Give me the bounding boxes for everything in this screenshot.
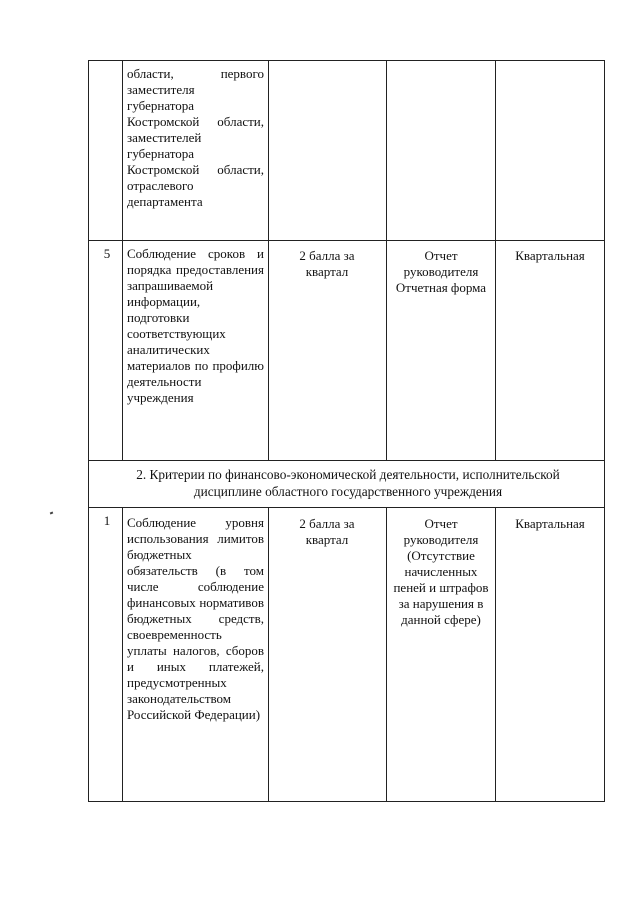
table-rule <box>88 240 605 241</box>
row-number: 1 <box>103 513 111 528</box>
table-rule <box>88 801 605 802</box>
source-cell: Отчет руководителя (Отсутствие начисленных пеней и штрафов за нарушения в данной сфере) <box>393 516 489 627</box>
table-rule <box>88 507 89 801</box>
row-number: 5 <box>103 246 111 261</box>
period-cell: Квартальная <box>515 248 585 263</box>
table-rule <box>88 460 605 461</box>
table-rule <box>88 460 89 507</box>
scan-speck <box>50 512 54 515</box>
table-rule <box>268 60 269 460</box>
period-cell: Квартальная <box>515 516 585 531</box>
table-rule <box>604 507 605 801</box>
score-cell: 2 балла за квартал <box>299 516 355 547</box>
table-rule <box>604 60 605 460</box>
criterion-cell: Соблюдение сроков и порядка предоставления запрашиваемой информации, подготовки соответствующих аналитических материалов по профилю деятельности учреждения <box>127 246 264 405</box>
criterion-cell: Соблюдение уровня использования лимитов бюджетных обязательств (в том числе соблюдение финансовых нормативов бюджетных средств, своевременность уплаты налогов, сборов и иных платежей, предусмотренных законодательством Российской Федерации) <box>127 515 264 722</box>
criterion-cell-continued: области, первого заместителя губернатора Костромской области, заместителей губернатора Костромской области, отраслевого департамента <box>127 66 264 209</box>
table-rule <box>88 60 605 61</box>
source-cell: Отчет руководителя Отчетная форма <box>395 248 487 295</box>
table-rule <box>268 507 269 801</box>
table-rule <box>604 460 605 507</box>
table-rule <box>495 60 496 460</box>
table-rule <box>386 507 387 801</box>
table-rule <box>495 507 496 801</box>
table-rule <box>88 507 605 508</box>
score-cell: 2 балла за квартал <box>299 248 355 279</box>
table-rule <box>386 60 387 460</box>
table-rule <box>88 60 89 460</box>
section-title: 2. Критерии по финансово-экономической деятельности, исполнительской дисциплине областного государственного учреждения <box>136 467 560 499</box>
table-rule <box>122 507 123 801</box>
